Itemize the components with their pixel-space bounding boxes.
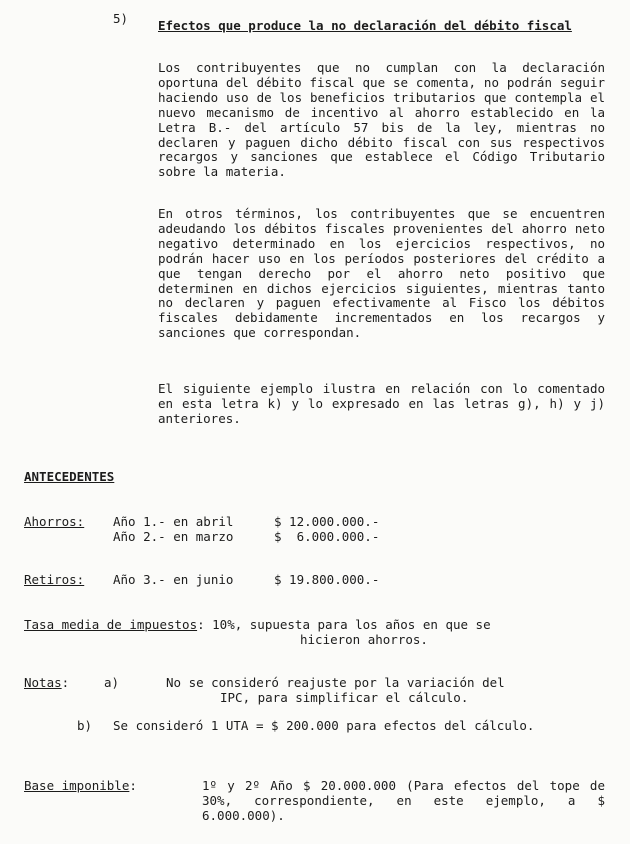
notas-line xyxy=(24,676,69,691)
base-colon: : xyxy=(129,778,137,793)
tasa-line xyxy=(24,618,491,633)
antecedentes-heading: ANTECEDENTES xyxy=(24,469,115,484)
retiros-year: Año 3.- en junio xyxy=(113,572,234,587)
base-text: 1º y 2º Año $ 20.000.000 (Para efectos del tope de 30%, correspondiente, en este ejemplo, a $ 6.000.000). xyxy=(202,778,605,823)
retiros-label: Retiros: xyxy=(24,572,85,587)
base-label-line xyxy=(24,779,137,794)
ahorros-row-1-year: Año 1.- en abril xyxy=(113,514,234,529)
tasa-text: : 10%, supuesta para los años en que se xyxy=(197,617,491,632)
tasa-label: Tasa media de impuestos xyxy=(24,617,198,632)
paragraph-1: Los contribuyentes que no cumplan con la declaración oportuna del débito fiscal que se comenta, no podrán seguir haciendo uso de los beneficios tributarios que contempla el nuevo mecanismo de incentivo al ahorro establecido en la Letra B.- del artículo 57 bis de la ley, mientras no declaren y paguen dicho débito fiscal con sus respectivos recargos y sanciones que establece el Código Tributario sobre la materia. xyxy=(158,60,605,180)
paragraph-3: El siguiente ejemplo ilustra en relación con lo comentado en esta letra k) y lo expresado en las letras g), h) y j) anteriores. xyxy=(158,381,605,426)
tasa-text-continued: hicieron ahorros. xyxy=(300,632,428,647)
base-label: Base imponible xyxy=(24,778,130,793)
ahorros-row-2-year: Año 2.- en marzo xyxy=(113,529,234,544)
retiros-amount: $ 19.800.000.- xyxy=(274,572,380,587)
nota-a-line-2: IPC, para simplificar el cálculo. xyxy=(220,690,469,705)
nota-a-marker: a) xyxy=(104,675,120,690)
nota-b-marker: b) xyxy=(77,718,93,733)
section-title: Efectos que produce la no declaración del débito fiscal xyxy=(158,18,572,33)
section-number: 5) xyxy=(113,11,129,26)
notas-colon: : xyxy=(61,675,70,690)
notas-label: Notas xyxy=(24,675,62,690)
paragraph-2: En otros términos, los contribuyentes que se encuentren adeudando los débitos fiscales provenientes del ahorro neto negativo determinado en los ejercicios respectivos, no podrán hacer uso en los períodos posteriores del crédito a que tengan derecho por el ahorro neto positivo que determinen en dichos ejercicios siguientes, mientras tanto no declaren y paguen efectivamente al Fisco los débitos fiscales debidamente incrementados en los recargos y sanciones que correspondan. xyxy=(158,206,605,341)
ahorros-row-2-amount: $ 6.000.000.- xyxy=(274,529,380,544)
ahorros-label: Ahorros: xyxy=(24,514,85,529)
ahorros-row-1-amount: $ 12.000.000.- xyxy=(274,514,380,529)
nota-b-text: Se consideró 1 UTA = $ 200.000 para efectos del cálculo. xyxy=(113,718,535,733)
nota-a-line-1: No se consideró reajuste por la variación del xyxy=(166,675,505,690)
